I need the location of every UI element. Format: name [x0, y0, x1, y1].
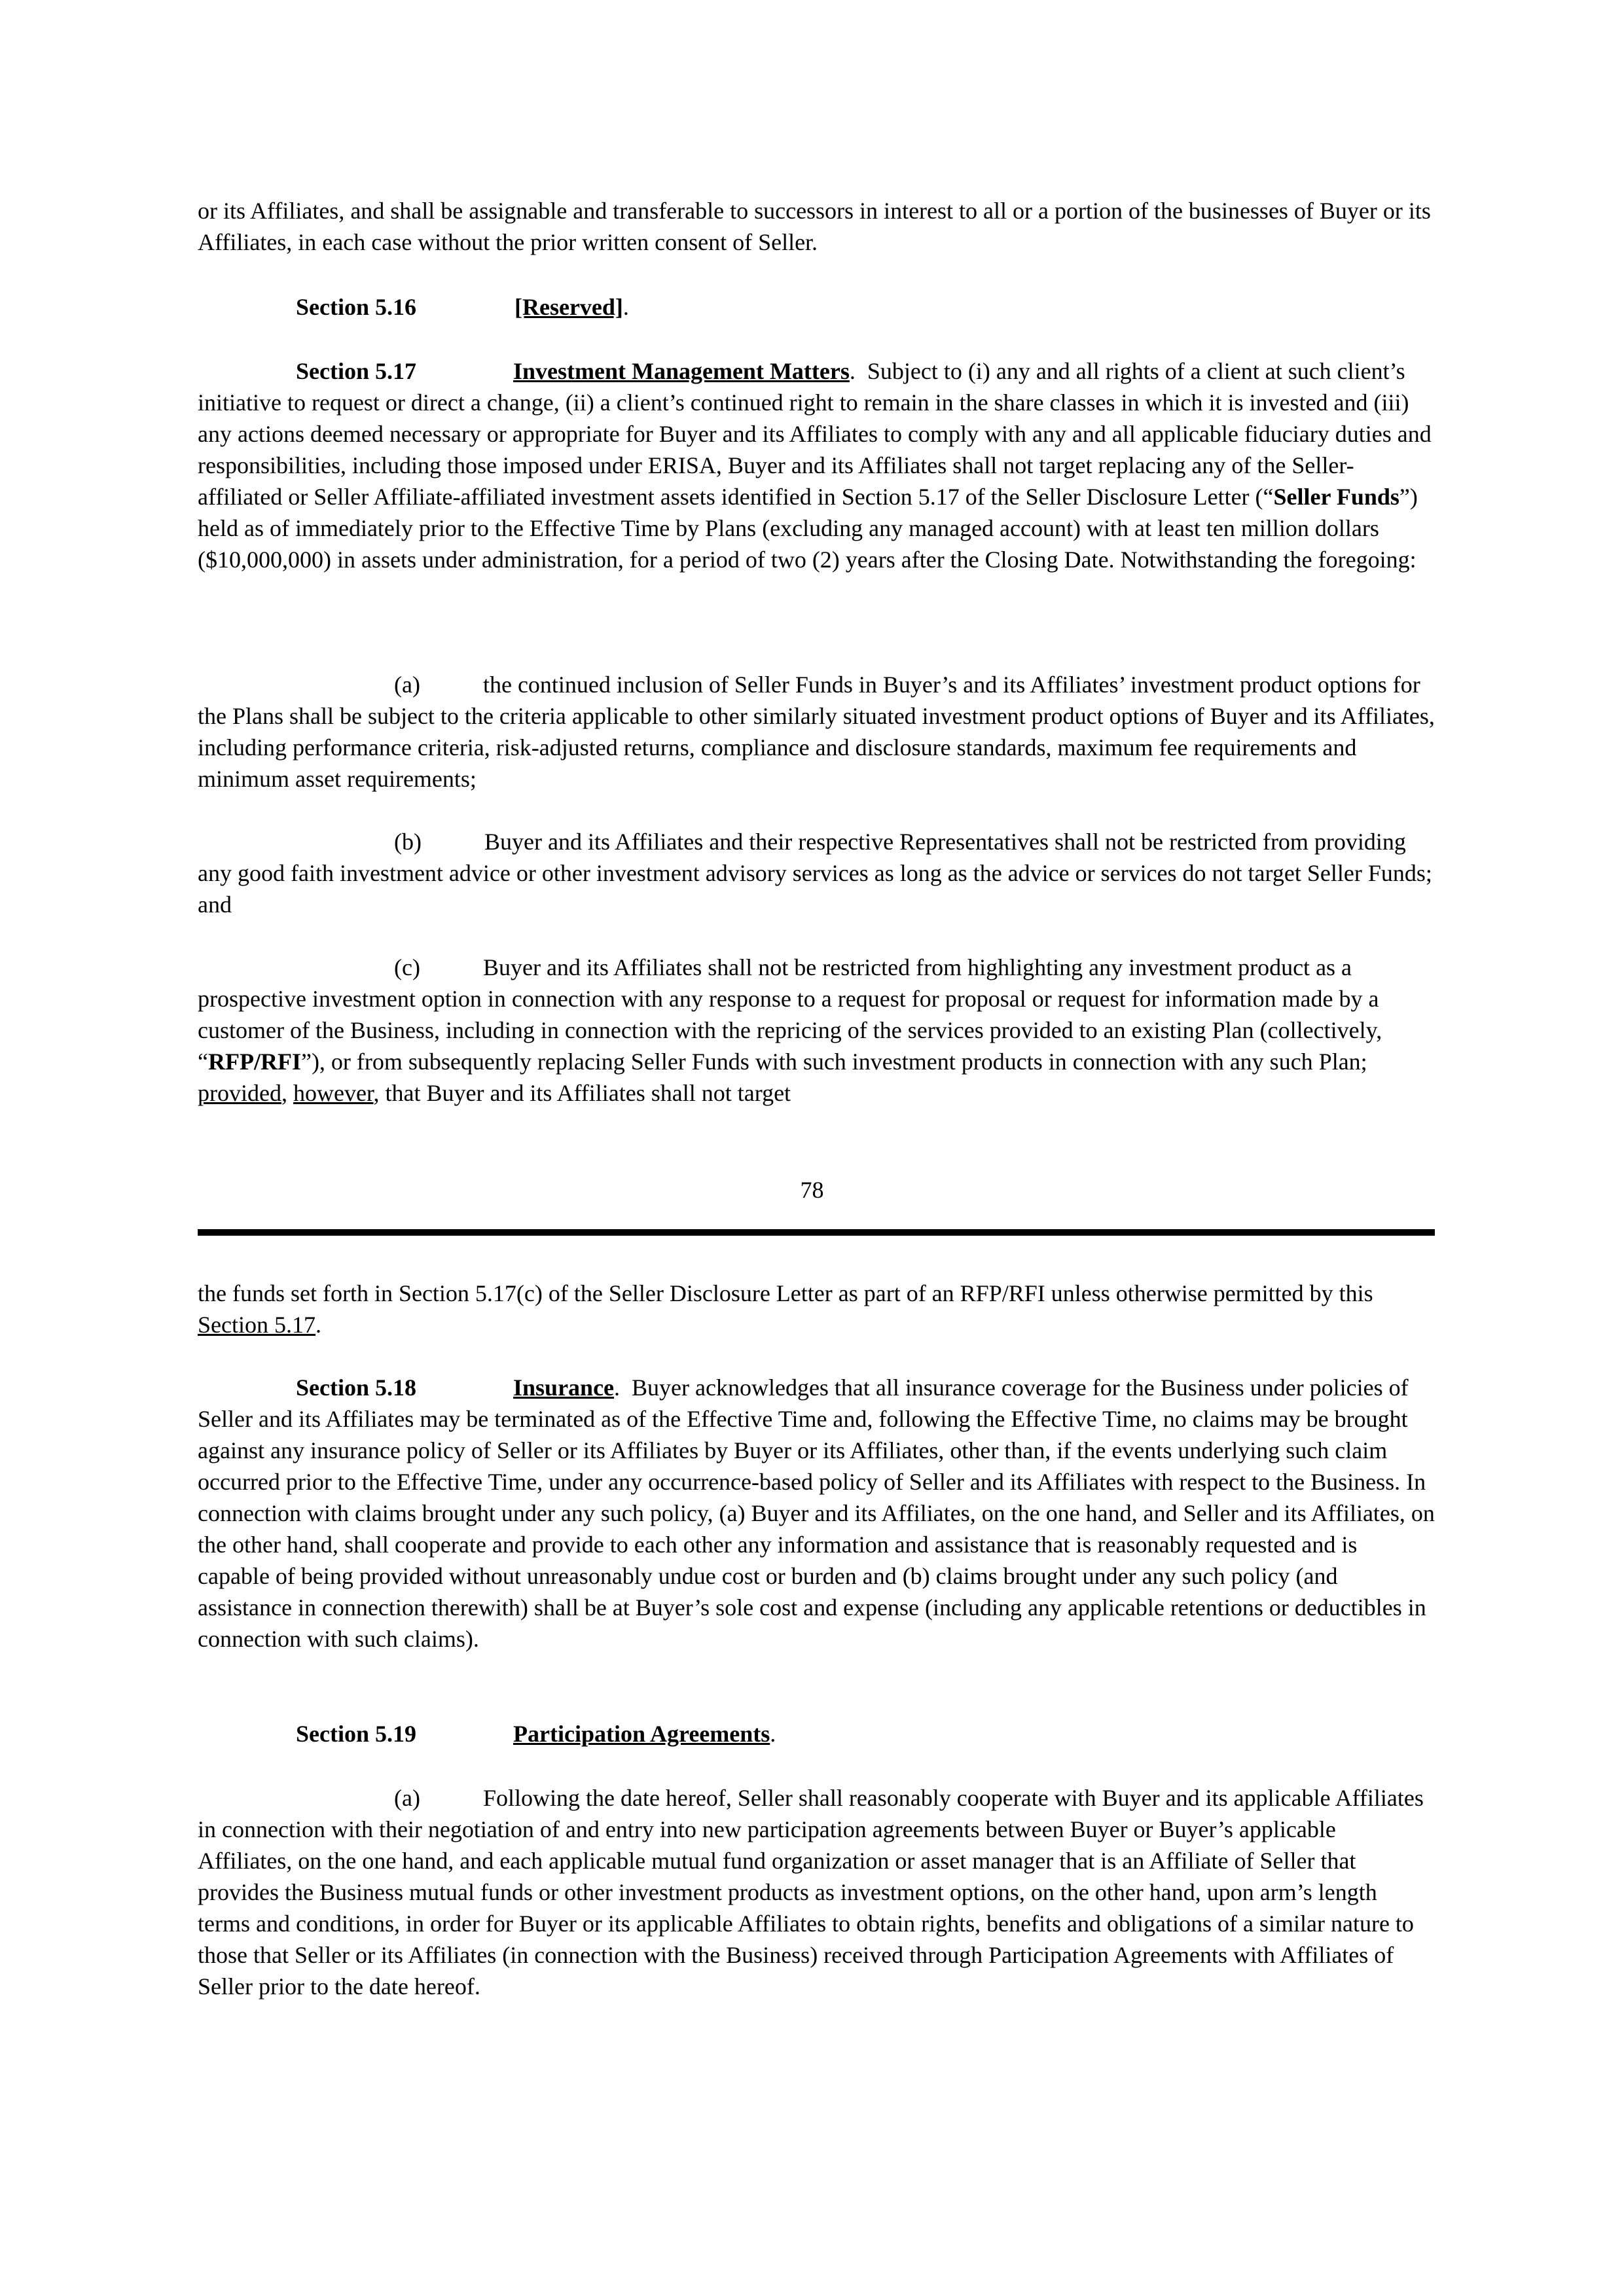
however-term: however	[293, 1080, 374, 1106]
section-5-19-number: Section 5.19	[296, 1721, 416, 1747]
clause-b-text: Buyer and its Affiliates and their respective Representatives shall not be restricted from providing any good faith investment advice or other investment advisory services as long as the advice or services do not target Seller Funds; and	[198, 829, 1432, 918]
section-5-16-heading: Section 5.16 [Reserved].	[296, 294, 629, 320]
page-number: 78	[800, 1177, 824, 1203]
clause-a-label: (a)	[394, 672, 420, 698]
section-5-18-title: Insurance	[513, 1374, 615, 1401]
carryover-paragraph: or its Affiliates, and shall be assignable and transferable to successors in interest to all or a portion of the businesses of Buyer or its Affiliates, in each case without the prior written consent of Seller.	[198, 198, 1431, 255]
clause-c-text-c: , that Buyer and its Affiliates shall not target	[373, 1080, 791, 1106]
seller-funds-term: Seller Funds	[1273, 484, 1399, 510]
clause-b-paragraph	[198, 826, 1435, 920]
section-5-16-number: Section 5.16	[296, 294, 416, 320]
page-break-rule	[198, 1229, 1435, 1236]
clause-c-label: (c)	[394, 954, 420, 980]
section-5-19-clause-a-label: (a)	[394, 1785, 420, 1811]
rfp-rfi-term: RFP/RFI	[208, 1049, 301, 1075]
section-5-18-text: Buyer acknowledges that all insurance coverage for the Business under policies of Seller and its Affiliates may be terminated as of the Effective Time and, following the Effective Time, no claims may be brought against any insurance policy of Seller or its Affiliates by Buyer or its Affiliates, other than, if the events underlying such claim occurred prior to the Effective Time, under any occurrence-based policy of Seller and its Affiliates with respect to the Business. In connection with claims brought under any such policy, (a) Buyer and its Affiliates, on the one hand, and Seller and its Affiliates, on the other hand, shall cooperate and provide to each other any information and assistance that is reasonably requested and is capable of being provided without unreasonably undue cost or burden and (b) claims brought under any such policy (and assistance in connection therewith) shall be at Buyer’s sole cost and expense (including any applicable retentions or deductibles in connection with such claims).	[198, 1374, 1435, 1652]
clause-c-text-a: Buyer and its Affiliates shall not be restricted from highlighting any investment product as a prospective investment option in connection with any response to a request for proposal or request for information made by a customer of the Business, including in connection with the repricing of the services provided to an existing Plan (collectively, “	[198, 954, 1382, 1075]
section-5-18-paragraph: Section 5.18 Insurance. Buyer acknowledges that all insurance coverage for the Business under policies of Seller and its Affiliates may be terminated as of the Effective Time and, following the Effective Time, no claims may be brought against any insurance policy of Seller or its Affiliates by Buyer or its Affiliates, other than, if the events underlying such claim occurred prior to the Effective Time, under any occurrence-based policy of Seller and its Affiliates with respect to the Business. In connection with claims brought under any such policy, (a) Buyer and its Affiliates, on the one hand, and Seller and its Affiliates, on the other hand, shall cooperate and provide to each other any information and assistance that is reasonably requested and is capable of being provided without unreasonably undue cost or burden and (b) claims brought under any such policy (and assistance in connection therewith) shall be at Buyer’s sole cost and expense (including any applicable retentions or deductibles in connection with such claims).	[198, 1374, 1435, 1652]
section-5-18-number: Section 5.18	[296, 1374, 416, 1401]
section-5-17-paragraph: Section 5.17 Investment Management Matters. Subject to (i) any and all rights of a client at such client’s initiative to request or direct a change, (ii) a client’s continued right to remain in the share classes in which it is invested and (iii) any actions deemed necessary or appropriate for Buyer and its Affiliates to comply with any and all applicable fiduciary duties and responsibilities, including those imposed under ERISA, Buyer and its Affiliates shall not target replacing any of the Seller-affiliated or Seller Affiliate-affiliated investment assets identified in Section 5.17 of the Seller Disclosure Letter (“Seller Funds”) held as of immediately prior to the Effective Time by Plans (excluding any managed account) with at least ten million dollars ($10,000,000) in assets under administration, for a period of two (2) years after the Closing Date. Notwithstanding the foregoing:	[198, 358, 1432, 573]
section-5-19-title: Participation Agreements	[513, 1721, 770, 1747]
section-5-19-clause-a-paragraph	[198, 1782, 1435, 2002]
section-5-16-title: [Reserved]	[514, 294, 623, 320]
page2-carryover-end: .	[315, 1312, 321, 1338]
section-5-17-title: Investment Management Matters	[513, 358, 850, 384]
section-5-19-heading: Section 5.19 Participation Agreements.	[296, 1721, 776, 1747]
clause-a-paragraph	[198, 669, 1435, 795]
section-5-17-reference: Section 5.17	[198, 1312, 316, 1338]
section-5-17-text-b: ”) held as of immediately prior to the Effective Time by Plans (excluding any managed account) with at least ten million dollars ($10,000,000) in assets under administration, for a period of two (2) years after the Closing Date. Notwithstanding the foregoing:	[198, 484, 1418, 573]
page2-carryover-text: the funds set forth in Section 5.17(c) of the Seller Disclosure Letter as part of an RFP/RFI unless otherwise permitted by this	[198, 1280, 1373, 1306]
page2-carryover-paragraph	[198, 1278, 1435, 1340]
clause-c-comma: ,	[281, 1080, 293, 1106]
provided-term: provided	[198, 1080, 281, 1106]
section-5-17-text-a: Subject to (i) any and all rights of a client at such client’s initiative to request or direct a change, (ii) a client’s continued right to remain in the share classes in which it is invested and (iii) any actions deemed necessary or appropriate for Buyer and its Affiliates to comply with any and all applicable fiduciary duties and responsibilities, including those imposed under ERISA, Buyer and its Affiliates shall not target replacing any of the Seller-affiliated or Seller Affiliate-affiliated investment assets identified in Section 5.17 of the Seller Disclosure Letter (“	[198, 358, 1432, 510]
clause-b-label: (b)	[394, 829, 422, 855]
section-5-17-number: Section 5.17	[296, 358, 416, 384]
clause-c-paragraph	[198, 952, 1435, 1109]
clause-c-text-b: ”), or from subsequently replacing Seller Funds with such investment products in connection with any such Plan;	[300, 1049, 1367, 1075]
clause-a-text: the continued inclusion of Seller Funds in Buyer’s and its Affiliates’ investment product options for the Plans shall be subject to the criteria applicable to other similarly situated investment product options of Buyer and its Affiliates, including performance criteria, risk-adjusted returns, compliance and disclosure standards, maximum fee requirements and minimum asset requirements;	[198, 672, 1435, 792]
section-5-19-clause-a-text: Following the date hereof, Seller shall reasonably cooperate with Buyer and its applicable Affiliates in connection with their negotiation of and entry into new participation agreements between Buyer or Buyer’s applicable Affiliates, on the one hand, and each applicable mutual fund organization or asset manager that is an Affiliate of Seller that provides the Business mutual funds or other investment products as investment options, on the other hand, upon arm’s length terms and conditions, in order for Buyer or its applicable Affiliates to obtain rights, benefits and obligations of a similar nature to those that Seller or its Affiliates (in connection with the Business) received through Participation Agreements with Affiliates of Seller prior to the date hereof.	[198, 1785, 1424, 2000]
